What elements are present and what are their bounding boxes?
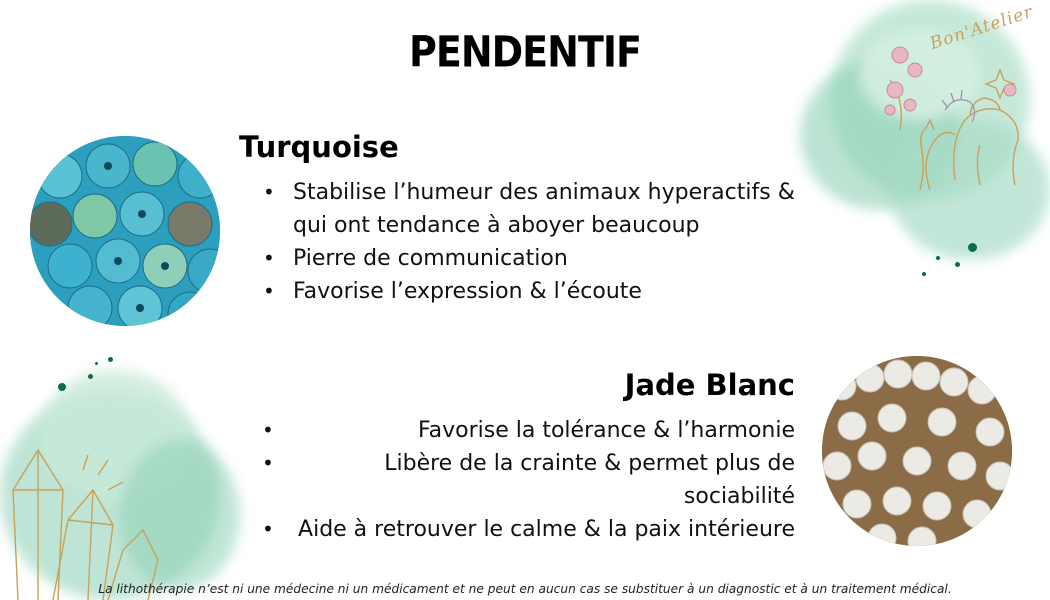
page-title: PENDENTIF xyxy=(409,27,641,77)
list-item: • Aide à retrouver le calme & la paix intérieure xyxy=(290,513,795,546)
list-item: • Favorise la tolérance & l’harmonie xyxy=(290,414,795,447)
brand-logo-text: Bon'Atelier xyxy=(927,1,1036,55)
medical-disclaimer: La lithothérapie n’est ni une médecine ni un médicament et ne peut en aucun cas se substituer à un diagnostic et à un traitement médical. xyxy=(98,582,952,596)
list-item: • Favorise l’expression & l’écoute xyxy=(293,275,798,308)
crystal-illustration-icon xyxy=(8,430,208,600)
turquoise-properties-list xyxy=(293,176,798,308)
jade-blanc-properties-list xyxy=(290,414,795,546)
list-item: • Libère de la crainte & permet plus de sociabilité xyxy=(290,447,795,513)
stone-heading-jade-blanc: Jade Blanc xyxy=(624,368,795,402)
turquoise-beads-photo xyxy=(30,136,220,326)
stone-heading-turquoise: Turquoise xyxy=(239,130,399,164)
white-jade-beads-photo xyxy=(822,356,1012,546)
list-item: • Stabilise l’humeur des animaux hyperactifs & qui ont tendance à aboyer beaucoup xyxy=(293,176,798,242)
list-item: • Pierre de communication xyxy=(293,242,798,275)
